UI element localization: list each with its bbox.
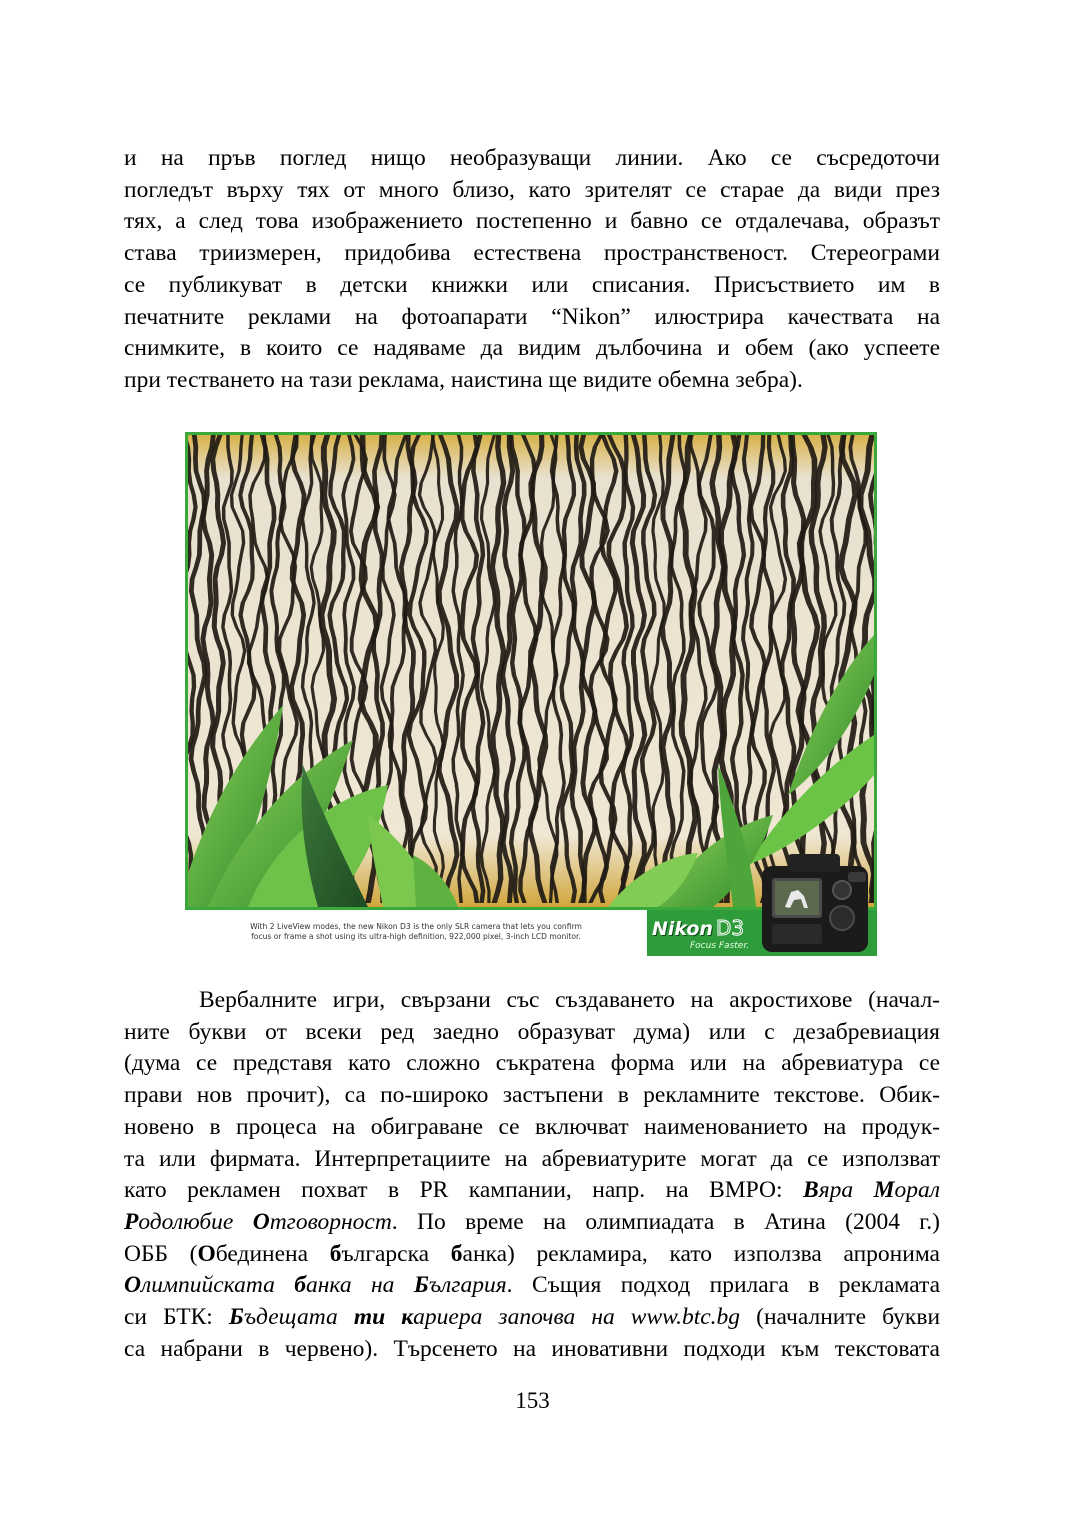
acronym-letter: О <box>124 1272 141 1299</box>
text-line <box>124 1239 940 1271</box>
text-line: тях, а след това изображението постепенно и бавно се отдалечава, образът <box>124 208 940 235</box>
acronym-word: лимпийската <box>140 1272 295 1299</box>
model-name: D3 <box>715 916 745 940</box>
text-line <box>124 1207 940 1239</box>
text-line: погледът върху тях от много близо, като зрителят се старае да види през <box>124 176 940 203</box>
tagline: Focus Faster. <box>690 941 750 951</box>
text-line: та или фирмата. Интерпретациите на абревиатурите могат да се използват <box>124 1145 940 1172</box>
nikon-stereogram-advert <box>185 432 877 956</box>
text-line: (дума се представя като сложно съкратена форма или на абревиатура се <box>124 1050 940 1077</box>
acronym-letter: т <box>353 1304 373 1331</box>
acronym-word: ариера започва на www.btc.bg <box>413 1304 741 1331</box>
advert-caption <box>185 910 647 956</box>
acronym-letter: б <box>294 1272 307 1299</box>
acronym-letter: к <box>401 1304 414 1331</box>
text-line <box>124 1302 940 1334</box>
text-line: става триизмерен, придобива естествена пространственост. Стереограми <box>124 240 940 267</box>
text-line: се публикуват в детски книжки или списания. Присъствието им в <box>124 271 940 298</box>
acronym-letter: б <box>450 1240 463 1267</box>
acronym-letter: и <box>372 1304 386 1331</box>
text-line: и на пръв поглед нищо необразуващи линии. Ако се съсредоточи <box>124 145 940 171</box>
advert-caption-line: With 2 LiveView modes, the new Nikon D3 is the only SLR camera that lets you confirm <box>250 922 582 931</box>
acronym-letter: Р <box>124 1208 139 1235</box>
text-line: Вербалните игри, свързани със създаването на акростихове (начал- <box>199 987 940 1013</box>
text-line: снимките, в които се надяваме да видим дълбочина и обем (ако успеете <box>124 335 940 362</box>
page-number: 153 <box>515 1388 550 1413</box>
acronym-letter: О <box>252 1208 270 1235</box>
text-line: са набрани в червено). Търсенето на иновативни подходи към текстовата <box>124 1335 940 1362</box>
text-line: при тестването на тази реклама, наистина ще видите обемна зебра). <box>124 366 803 393</box>
acronym-word: анка на <box>306 1272 414 1299</box>
acronym-letter: б <box>329 1240 342 1267</box>
text-run: като рекламен похват в PR кампании, напр. на ВМРО: <box>124 1177 803 1204</box>
text-run: . Същия подход прилага в рекламата <box>506 1272 941 1299</box>
text-run: ОББ ( <box>124 1240 198 1267</box>
zebra-stripes-pattern <box>188 435 874 907</box>
text-run: ългарска <box>341 1240 451 1267</box>
acronym-word: яра <box>818 1177 874 1204</box>
paragraph-verbal-games <box>124 985 940 1365</box>
text-run: (началните букви <box>740 1304 941 1331</box>
text-line: ните букви от всеки ред заедно образуват дума) или с дезабревиация <box>124 1018 940 1045</box>
text-run: си БТК: <box>124 1304 229 1331</box>
acronym-letter: О <box>197 1240 216 1267</box>
acronym-letter: Б <box>413 1272 429 1299</box>
text-run: . По време на олимпиадата в Атина (2004 г.) <box>391 1208 940 1235</box>
text-run: бединена <box>215 1240 330 1267</box>
brand-name: Nikon <box>652 918 713 940</box>
acronym-word: одолюбие <box>138 1208 253 1235</box>
acronym-word: тговорност <box>269 1208 392 1235</box>
paragraph-stereogram <box>124 143 940 397</box>
text-line: новено в процеса на обиграване се включват наименованието на продук- <box>124 1113 940 1140</box>
zebra-stereogram-image <box>185 432 877 910</box>
text-line: прави нов прочит), са по-широко застъпени в рекламните текстове. Обик- <box>124 1082 940 1109</box>
acronym-word: орал <box>894 1177 940 1204</box>
advert-caption-line: focus or frame a shot using its ultra-high definition, 922,000 pixel, 3-inch LCD monitor. <box>251 932 581 941</box>
text-line <box>124 1270 940 1302</box>
acronym-letter: В <box>803 1177 819 1204</box>
acronym-letter: Б <box>228 1304 244 1331</box>
camera-icon <box>758 852 872 954</box>
acronym-word: ългария <box>428 1272 507 1299</box>
text-run: анка) рекламира, като използва апронима <box>462 1240 940 1267</box>
acronym-word <box>385 1304 401 1330</box>
nikon-logo <box>652 916 770 940</box>
acronym-letter: М <box>873 1177 895 1204</box>
text-line: печатните реклами на фотоапарати “Nikon” илюстрира качествата на <box>124 303 940 330</box>
acronym-word: ъдещата <box>243 1304 354 1331</box>
text-line <box>124 1175 940 1207</box>
